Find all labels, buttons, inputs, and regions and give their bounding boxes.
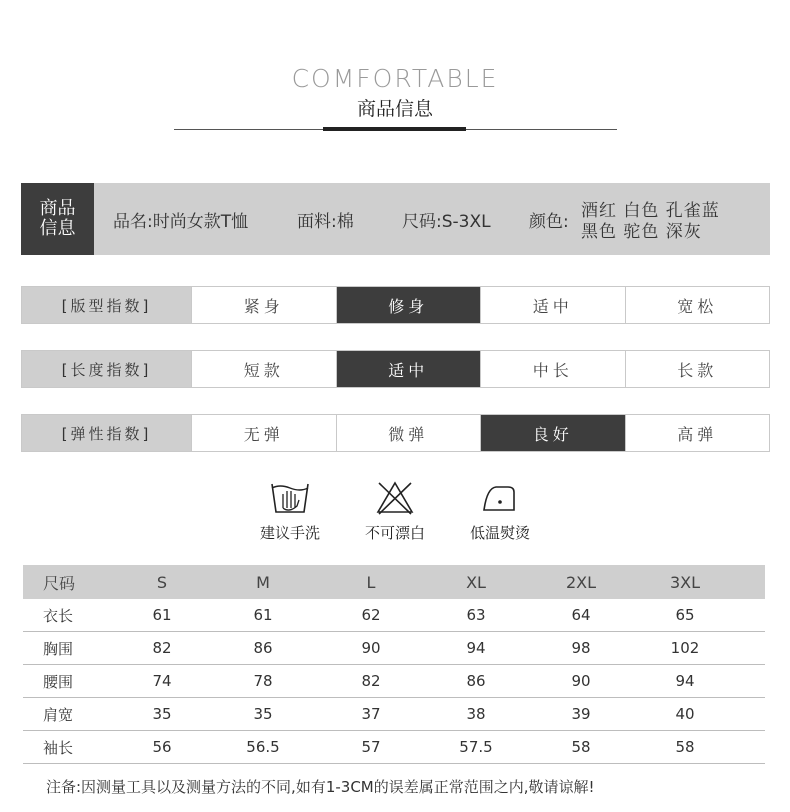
index-option: 中长	[480, 351, 625, 387]
table-cell: 37	[361, 705, 381, 723]
table-cell: 82	[361, 672, 381, 690]
info-tag-line1: 商品	[39, 198, 76, 219]
index-bar	[21, 414, 770, 452]
column-header-size: XL	[466, 572, 486, 592]
care-no-bleach	[360, 480, 430, 543]
table-cell: 62	[361, 606, 381, 624]
table-cell: 64	[571, 606, 591, 624]
index-bar	[21, 350, 770, 388]
table-cell: 58	[571, 738, 591, 756]
table-cell: 57	[361, 738, 381, 756]
index-option: 长款	[625, 351, 770, 387]
column-header-size: 2XL	[565, 572, 597, 592]
table-cell: 61	[253, 606, 273, 624]
table-row	[23, 731, 765, 764]
index-label: [长度指数]	[22, 351, 191, 387]
table-cell: 86	[466, 672, 486, 690]
table-cell: 90	[571, 672, 591, 690]
column-header-label: 尺码	[43, 573, 76, 593]
table-cell: 98	[571, 639, 591, 657]
index-option: 适中	[480, 287, 625, 323]
product-size-range: 尺码:S-3XL	[402, 211, 491, 232]
measurement-note: 注备:因测量工具以及测量方法的不同,如有1-3CM的误差属正常范围之内,敬请谅解!	[46, 778, 595, 796]
index-option: 无弹	[191, 415, 336, 451]
column-header-size: M	[256, 572, 270, 592]
table-cell: 38	[466, 705, 486, 723]
product-info-tag	[21, 183, 94, 255]
hand-wash-icon	[270, 480, 310, 516]
info-tag-line2: 信息	[39, 218, 76, 239]
table-row	[23, 632, 765, 665]
care-label-no-bleach: 不可漂白	[364, 524, 425, 542]
product-colors-line1: 酒红 白色 孔雀蓝	[581, 201, 720, 221]
index-bar	[21, 286, 770, 324]
table-cell: 56.5	[246, 738, 280, 756]
index-label: [弹性指数]	[22, 415, 191, 451]
size-table	[23, 565, 765, 764]
table-row	[23, 665, 765, 698]
low-iron-icon	[480, 480, 520, 516]
row-label: 肩宽	[43, 705, 74, 724]
table-cell: 35	[152, 705, 172, 723]
product-info-bar	[21, 183, 770, 255]
table-cell: 61	[152, 606, 172, 624]
table-cell: 56	[152, 738, 172, 756]
header-divider-accent	[323, 127, 466, 131]
header-chinese-title: 商品信息	[356, 98, 433, 120]
table-row	[23, 599, 765, 632]
row-label: 胸围	[43, 639, 74, 658]
table-cell: 65	[675, 606, 695, 624]
table-cell: 94	[675, 672, 695, 690]
product-colors	[581, 201, 720, 243]
index-option: 宽松	[625, 287, 770, 323]
index-label: [版型指数]	[22, 287, 191, 323]
index-option: 紧身	[191, 287, 336, 323]
table-row	[23, 698, 765, 731]
table-cell: 39	[571, 705, 591, 723]
header-english-title: COMFORTABLE	[291, 64, 499, 93]
no-bleach-icon	[375, 480, 415, 516]
table-cell: 94	[466, 639, 486, 657]
table-header-row	[23, 565, 765, 599]
row-label: 袖长	[43, 738, 74, 757]
table-cell: 63	[466, 606, 486, 624]
column-header-size: S	[156, 572, 168, 592]
product-colors-line2: 黑色 驼色 深灰	[581, 222, 702, 242]
care-low-iron	[465, 480, 535, 543]
index-option: 微弹	[336, 415, 481, 451]
care-hand-wash	[255, 480, 325, 543]
table-cell: 78	[253, 672, 273, 690]
row-label: 衣长	[43, 606, 74, 625]
column-header-size: L	[366, 572, 376, 592]
table-cell: 90	[361, 639, 381, 657]
table-cell: 40	[675, 705, 695, 723]
product-fabric: 面料:棉	[297, 211, 354, 232]
column-header-size: 3XL	[669, 572, 701, 592]
index-option-selected: 修身	[336, 287, 481, 323]
product-name: 品名:时尚女款T恤	[113, 211, 249, 232]
index-option-selected: 良好	[480, 415, 625, 451]
table-cell: 102	[670, 639, 700, 657]
index-option: 高弹	[625, 415, 770, 451]
table-cell: 35	[253, 705, 273, 723]
row-label: 腰围	[43, 672, 74, 691]
table-cell: 82	[152, 639, 172, 657]
table-cell: 86	[253, 639, 273, 657]
product-color-label: 颜色:	[529, 211, 569, 232]
table-cell: 74	[152, 672, 172, 690]
table-cell: 58	[675, 738, 695, 756]
care-label-low-iron: 低温熨烫	[469, 524, 530, 542]
index-option: 短款	[191, 351, 336, 387]
index-option-selected: 适中	[336, 351, 481, 387]
care-label-hand-wash: 建议手洗	[259, 524, 320, 542]
table-cell: 57.5	[459, 738, 493, 756]
